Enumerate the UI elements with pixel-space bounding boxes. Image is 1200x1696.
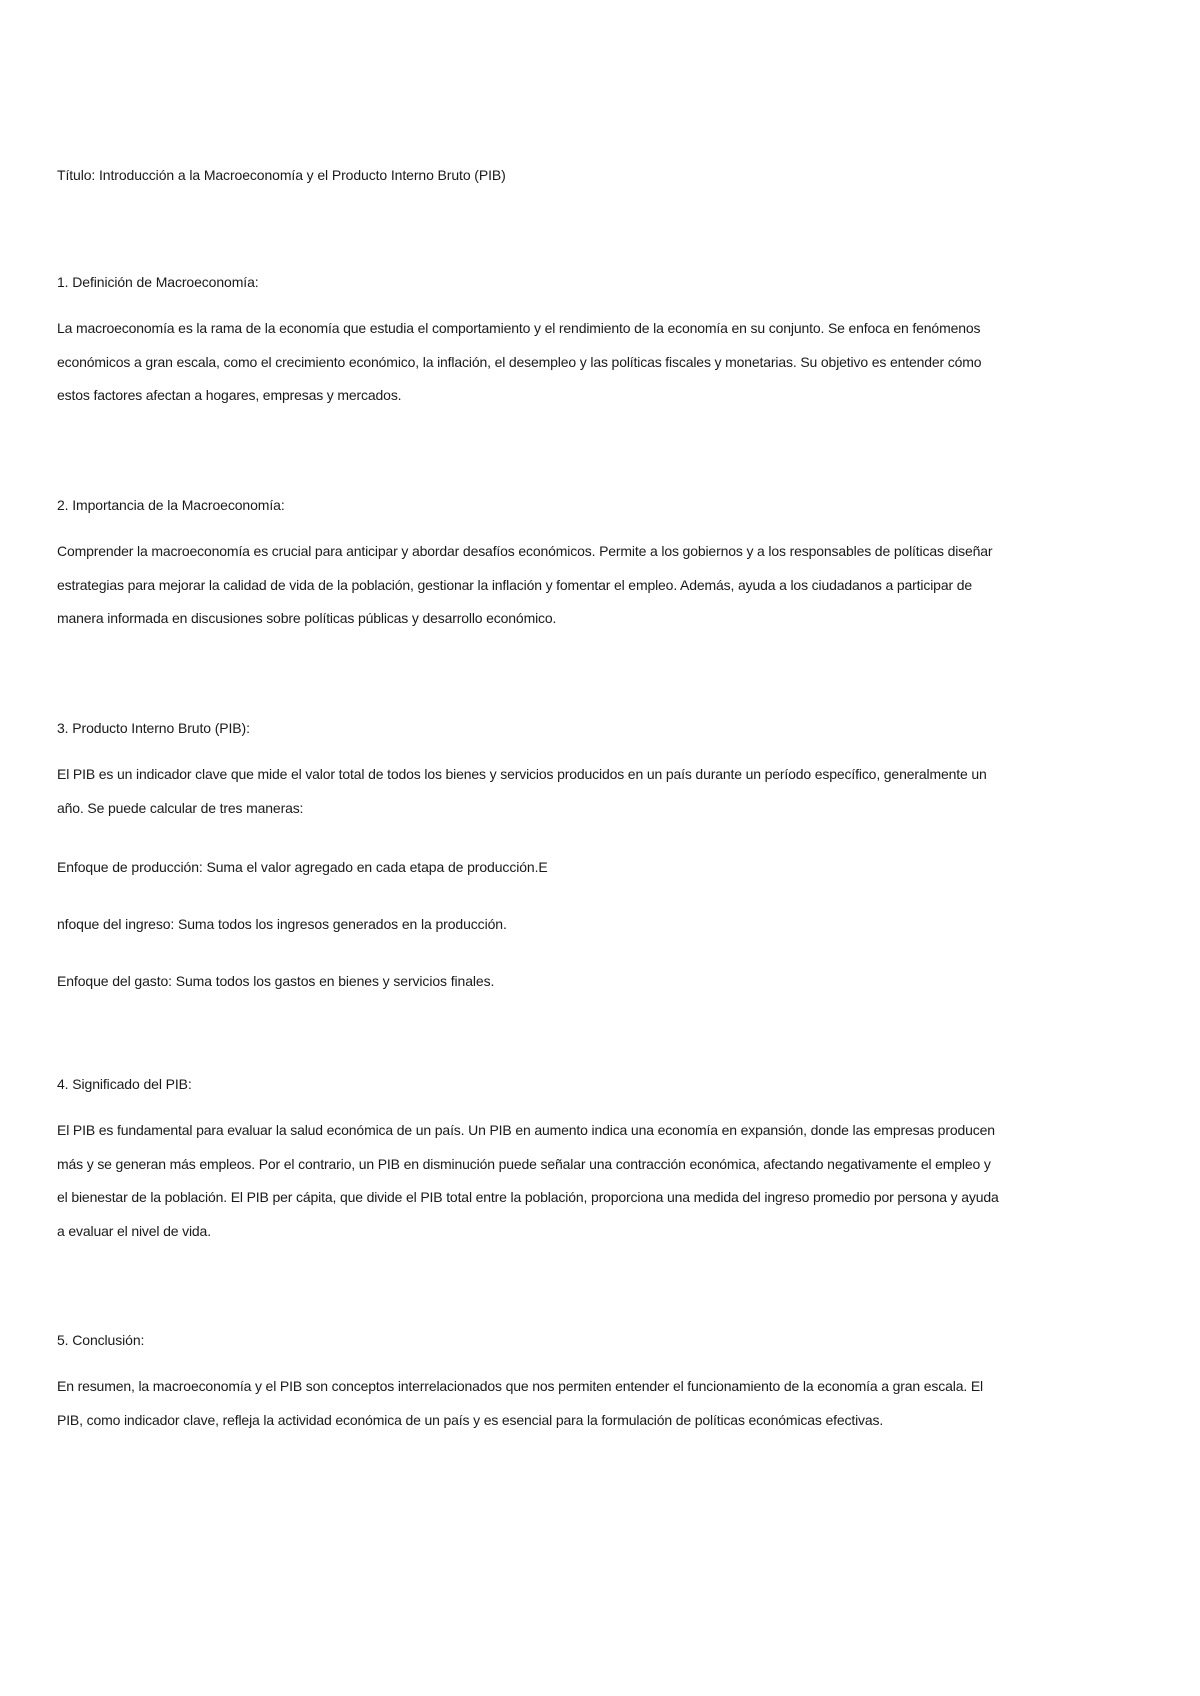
section-heading-definicion: 1. Definición de Macroeconomía:	[57, 274, 259, 290]
document-title: Título: Introducción a la Macroeconomía y el Producto Interno Bruto (PIB)	[57, 167, 506, 183]
paragraph-line: año. Se puede calcular de tres maneras:	[57, 799, 304, 816]
approach-expenditure: Enfoque del gasto: Suma todos los gastos en bienes y servicios finales.	[57, 973, 495, 989]
section-paragraph-conclusion	[57, 1370, 1152, 1437]
paragraph-line: el bienestar de la población. El PIB per cápita, que divide el PIB total entre la población, proporciona una medida del ingreso promedio por persona y ayuda	[57, 1189, 999, 1205]
section-paragraph-pib	[57, 758, 1152, 825]
approach-income: nfoque del ingreso: Suma todos los ingresos generados en la producción.	[57, 916, 507, 932]
section-paragraph-significado	[57, 1114, 1152, 1248]
paragraph-line: Comprender la macroeconomía es crucial para anticipar y abordar desafíos económicos. Permite a los gobiernos y a los responsables de políticas diseñar	[57, 543, 993, 559]
section-paragraph-importancia	[57, 535, 1152, 636]
paragraph-line: estrategias para mejorar la calidad de vida de la población, gestionar la inflación y fomentar el empleo. Además, ayuda a los ciudadanos a participar de	[57, 576, 972, 593]
section-heading-significado: 4. Significado del PIB:	[57, 1076, 192, 1092]
paragraph-line: El PIB es un indicador clave que mide el valor total de todos los bienes y servicios producidos en un país durante un período específico, generalmente un	[57, 766, 987, 782]
paragraph-line: económicos a gran escala, como el crecimiento económico, la inflación, el desempleo y las políticas fiscales y monetarias. Su objetivo es entender cómo	[57, 353, 982, 370]
section-heading-importancia: 2. Importancia de la Macroeconomía:	[57, 497, 285, 513]
paragraph-line: El PIB es fundamental para evaluar la salud económica de un país. Un PIB en aumento indica una economía en expansión, donde las empresas producen	[57, 1122, 995, 1138]
paragraph-line: a evaluar el nivel de vida.	[57, 1222, 211, 1239]
paragraph-line: manera informada en discusiones sobre políticas públicas y desarrollo económico.	[57, 610, 557, 626]
paragraph-line: estos factores afectan a hogares, empresas y mercados.	[57, 387, 402, 403]
section-heading-conclusion: 5. Conclusión:	[57, 1332, 145, 1348]
paragraph-line: PIB, como indicador clave, refleja la actividad económica de un país y es esencial para la formulación de políticas económicas efectivas.	[57, 1411, 884, 1428]
approach-production: Enfoque de producción: Suma el valor agregado en cada etapa de producción.E	[57, 859, 548, 875]
paragraph-line: más y se generan más empleos. Por el contrario, un PIB en disminución puede señalar una contracción económica, afectando negativamente el empleo y	[57, 1155, 991, 1172]
section-paragraph-definicion	[57, 312, 1152, 413]
section-heading-pib: 3. Producto Interno Bruto (PIB):	[57, 720, 250, 736]
paragraph-line: En resumen, la macroeconomía y el PIB son conceptos interrelacionados que nos permiten entender el funcionamiento de la economía a gran escala. El	[57, 1378, 983, 1394]
paragraph-line: La macroeconomía es la rama de la economía que estudia el comportamiento y el rendimiento de la economía en su conjunto. Se enfoca en fenómenos	[57, 320, 981, 336]
